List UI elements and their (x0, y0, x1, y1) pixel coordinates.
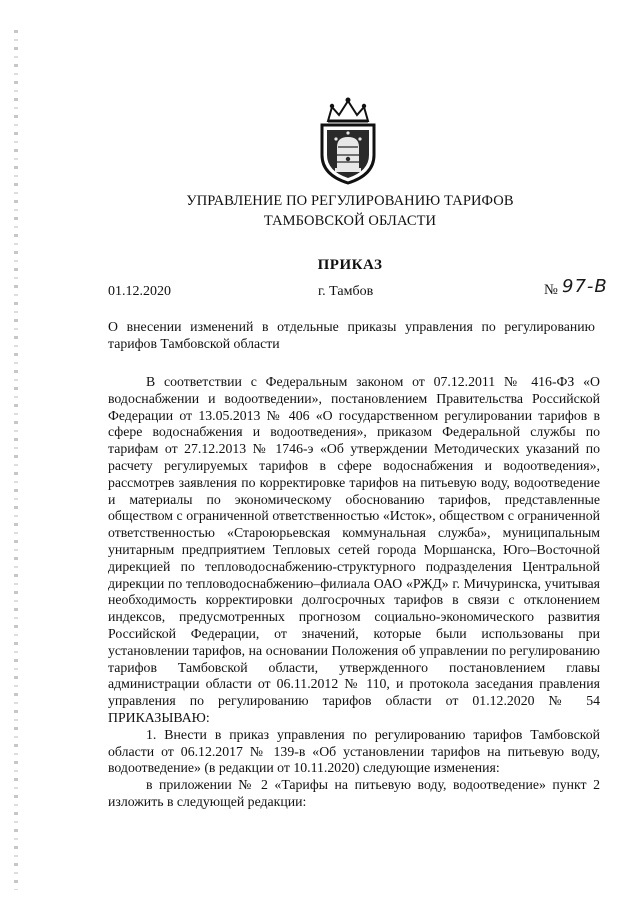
order-subject: О внесении изменений в отдельные приказы управления по регулированию тарифов Тамбовской области (108, 319, 595, 351)
order-number-sign: № (544, 282, 558, 298)
preamble-paragraph: В соответствии с Федеральным законом от 07.12.2011 № 416-ФЗ «О водоснабжении и водоотведении», постановлением Правительства Российской Федерации от 13.05.2013 № 406 «О государственном регулировании тарифов в сфере водоснабжения и водоотведения», приказом Федеральной службы по тарифам от 27.12.2013 № 1746-э «Об утверждении Методических указаний по расчету регулируемых тарифов в сфере водоснабжения и водоотведения», рассмотрев заявления по корректировке тарифов на питьевую воду, водоотведение и материалы по экономическому обоснованию тарифов, представленные обществом с ограниченной ответственностью «Исток», обществом с ограниченной ответственностью «Староюрьевская коммунальная служба», муниципальным унитарным предприятием Тепловых сетей города Моршанска, Юго–Восточной дирекцией по тепловодоснабжению-структурного подразделения Центральной дирекции по тепловодоснабжению–филиала ОАО «РЖД» г. Мичуринска, учитывая необходимость корректировки долгосрочных тарифов в связи с отклонением индексов, предусмотренных прогнозом социально-экономического развития Российской Федерации, от значений, которые были использованы при установлении тарифов, на основании Положения об управлении по регулированию тарифов Тамбовской области, утвержденного постановлением главы администрации области от 06.11.2012 № 110, и протокола заседания правления управления по регулированию тарифов области от 01.12.2020 № 54 ПРИКАЗЫВАЮ: (108, 374, 600, 725)
order-number-handwritten: 97-В (562, 276, 608, 297)
order-body (108, 374, 600, 811)
item-1-paragraph: 1. Внести в приказ управления по регулированию тарифов Тамбовской области от 06.12.2017 № 139-в «Об установлении тарифов на питьевую воду, водоотведение» (в редакции от 10.11.2020) следующие изменения: (108, 726, 600, 776)
document-type-title: ПРИКАЗ (317, 257, 383, 273)
item-1-subparagraph: в приложении № 2 «Тарифы на питьевую воду, водоотведение» пункт 2 изложить в следующей редакции: (108, 777, 600, 809)
agency-name-line1: УПРАВЛЕНИЕ ПО РЕГУЛИРОВАНИЮ ТАРИФОВ (186, 193, 514, 209)
tambov-coat-of-arms-icon (316, 95, 380, 185)
agency-name-line2: ТАМБОВСКОЙ ОБЛАСТИ (263, 213, 437, 229)
order-date: 01.12.2020 (108, 284, 171, 299)
order-city: г. Тамбов (318, 284, 374, 299)
scan-edge-artifact (14, 30, 18, 890)
